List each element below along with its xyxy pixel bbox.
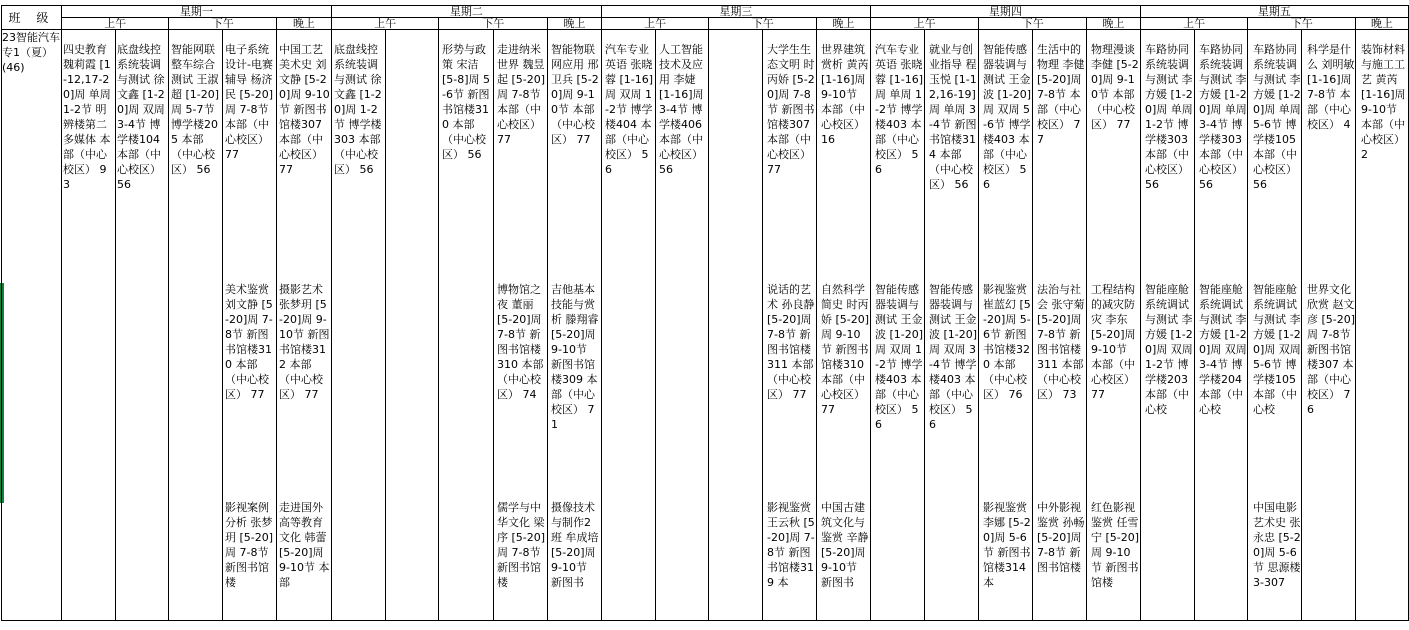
course-entry: 影视鉴赏 崔蓝幻 [5-20]周 5-6节 新图书馆楼320 本部（中心校区） 76	[983, 283, 1031, 401]
period-pm-wed: 下午	[709, 18, 817, 30]
course-entry: 走进纳米世界 魏昱起 [5-20]周 7-8节 本部（中心校区） 77	[497, 43, 546, 146]
course-entry: 中国古建筑文化与鉴赏 辛静 [5-20]周 9-10节 新图书	[821, 501, 869, 589]
day-header-mon: 星期一	[61, 6, 331, 18]
period-pm-tue: 下午	[439, 18, 548, 30]
course-entry: 工程结构的减灾防灾 李东 [5-20]周 9-10节 本部（中心校区） 77	[1091, 283, 1136, 401]
class-name-cell: 23智能汽车专1（夏）(46)	[2, 30, 62, 621]
course-entry: 智能传感器装调与测试 王金波 [1-20]周 双周 1-2节 博学楼403 本部（中心校区） 56	[875, 283, 924, 431]
course-entry: 汽车专业英语 张晓蓉 [1-16]周 双周 1-2节 博学楼404 本部（中心校区） 56	[605, 43, 654, 176]
course-entry: 美术鉴赏 刘文静 [5-20]周 7-8节 新图书馆楼310 本部（中心校区） 77	[225, 283, 273, 401]
course-entry: 摄像技术与制作2班 牟成培 [5-20]周 9-10节 新图书	[551, 501, 599, 589]
course-entry: 说话的艺术 孙良静 [5-20]周 7-8节 新图书馆楼311 本部（中心校区） 77	[767, 283, 815, 401]
period-ev-tue: 晚上	[548, 18, 602, 30]
course-entry: 中国工艺美术史 刘文静 [5-20]周 9-10节 新图书馆楼307 本部（中心校区） 77	[279, 43, 330, 176]
day-header-fri: 星期五	[1140, 6, 1408, 18]
day-header-wed: 星期三	[601, 6, 870, 18]
course-entry: 中国电影艺术史 张永忠 [5-20]周 5-6节 思源楼3-307	[1253, 501, 1301, 589]
course-entry: 影视鉴赏 李娜 [5-20]周 5-6节 新图书馆楼314 本	[983, 501, 1031, 589]
course-entry: 中外影视鉴赏 孙畅 [5-20]周 7-8节 新图书馆楼	[1037, 501, 1085, 574]
course-entry: 汽车专业英语 张晓蓉 [1-16]周 单周 1-2节 博学楼403 本部（中心校区） 56	[875, 43, 924, 176]
course-entry: 智能物联网应用 邢卫兵 [5-20]周 9-10节 本部（中心校区） 77	[551, 43, 599, 146]
course-entry: 智能网联整车综合测试 王淑超 [1-20]周 5-7节 博学楼205 本部（中心校区） 56	[171, 43, 220, 176]
course-entry: 形势与政策 宋洁 [5-8]周 5-6节 新图书馆楼310 本部（中心校区） 56	[442, 43, 491, 161]
course-entry: 四史教育 魏莉霞 [1-12,17-20]周 单周 1-2节 明辨楼第二多媒体 本部（中心校区） 93	[63, 43, 111, 191]
course-entry: 吉他基本技能与赏析 滕翔睿 [5-20]周 9-10节 新图书馆楼309 本部（中心校区） 71	[551, 283, 599, 431]
course-entry: 红色影视鉴赏 任雪宁 [5-20]周 9-10节 新图书馆楼	[1091, 501, 1140, 589]
course-entry: 生活中的物理 李健 [5-20]周 7-8节 本部（中心校区） 77	[1037, 43, 1085, 146]
course-entry: 走进国外高等教育文化 韩蕾 [5-20]周 9-10节 本部	[279, 501, 330, 589]
class-header: 班 级	[2, 6, 62, 30]
day-header-thu: 星期四	[870, 6, 1140, 18]
course-entry: 智能传感器装调与测试 王金波 [1-20]周 双周 5-6节 博学楼403 本部（中心校区） 56	[983, 43, 1032, 191]
course-entry: 车路协同系统装调与测试 李方媛 [1-20]周 单周 3-4节 博学楼303 本部（中心校区） 56	[1199, 43, 1247, 191]
course-entry: 科学是什么 刘明敏 [1-16]周 7-8节 本部（中心校区） 4	[1307, 43, 1355, 131]
course-entry: 影视案例分析 张梦玥 [5-20]周 7-8节 新图书馆楼	[225, 501, 274, 589]
course-entry: 智能座舱系统调试与测试 李方媛 [1-20]周 双周 3-4节 博学楼204 本部（中心校	[1199, 283, 1247, 416]
course-entry: 底盘线控系统装调与测试 徐文鑫 [1-20]周 1-2节 博学楼303 本部（中心校区） 56	[334, 43, 382, 176]
course-entry: 智能座舱系统调试与测试 李方媛 [1-20]周 双周 5-6节 博学楼105 本部（中心校	[1253, 283, 1301, 416]
course-entry: 摄影艺术 张梦玥 [5-20]周 9-10节 新图书馆楼312 本部（中心校区） 77	[279, 283, 330, 401]
day-header-tue: 星期二	[331, 6, 601, 18]
period-am-wed: 上午	[601, 18, 709, 30]
period-am-thu: 上午	[870, 18, 979, 30]
course-entry: 人工智能技术及应用 李婕 [1-16]周 3-4节 博学楼406 本部（中心校区） 56	[659, 43, 704, 176]
course-entry: 世界文化欣赏 赵文彦 [5-20]周 7-8节 新图书馆楼307 本部（中心校区） 76	[1307, 283, 1356, 416]
course-entry: 智能座舱系统调试与测试 李方媛 [1-20]周 双周 1-2节 博学楼203 本部（中心校	[1145, 283, 1193, 416]
period-am-fri: 上午	[1140, 18, 1248, 30]
period-ev-wed: 晚上	[817, 18, 871, 30]
course-entry: 大学生生态文明 时丙娇 [5-20]周 7-8节 新图书馆楼307 本部（中心校区） 77	[767, 43, 815, 176]
course-entry: 底盘线控系统装调与测试 徐文鑫 [1-20]周 双周 3-4节 博学楼104 本部（中心校区） 56	[117, 43, 165, 191]
slot-cell	[709, 30, 763, 621]
period-pm-thu: 下午	[979, 18, 1087, 30]
period-pm-fri: 下午	[1248, 18, 1356, 30]
course-entry: 自然科学简史 时丙娇 [5-20]周 9-10节 新图书馆楼310 本部（中心校区） 77	[821, 283, 870, 416]
period-am-tue: 上午	[331, 18, 439, 30]
period-ev-mon: 晚上	[277, 18, 332, 30]
course-entry: 物理漫谈 李健 [5-20]周 9-10节 本部（中心校区） 77	[1091, 43, 1139, 131]
course-entry: 车路协同系统装调与测试 李方媛 [1-20]周 单周 5-6节 博学楼105 本部（中心校区） 56	[1253, 43, 1301, 191]
course-entry: 法治与社会 张守菊 [5-20]周 7-8节 新图书馆楼311 本部（中心校区） 73	[1037, 283, 1085, 401]
course-entry: 就业与创业指导 程玉悦 [1-12,16-19]周 单周 3-4节 新图书馆楼314 本部（中心校区） 56	[929, 43, 977, 191]
period-ev-thu: 晚上	[1087, 18, 1141, 30]
course-entry: 世界建筑赏析 黄芮 [1-16]周 9-10节 本部（中心校区） 16	[821, 43, 869, 146]
period-pm-mon: 下午	[169, 18, 277, 30]
course-entry: 博物馆之夜 董丽 [5-20]周 7-8节 新图书馆楼310 本部（中心校区） 74	[497, 283, 544, 401]
course-entry: 儒学与中华文化 梁序 [5-20]周 7-8节 新图书馆楼	[497, 501, 546, 589]
course-entry: 车路协同系统装调与测试 李方媛 [1-20]周 单周 1-2节 博学楼303 本部（中心校区） 56	[1145, 43, 1193, 191]
course-entry: 电子系统设计-电赛辅导 杨济民 [5-20]周 7-8节 本部（中心校区） 77	[225, 43, 274, 161]
course-entry: 智能传感器装调与测试 王金波 [1-20]周 双周 3-4节 博学楼403 本部（中心校区） 56	[929, 283, 978, 431]
course-entry: 装饰材料与施工工艺 黄芮 [1-16]周 9-10节 本部（中心校区） 2	[1361, 43, 1406, 161]
course-entry: 影视鉴赏 王云秋 [5-20]周 7-8节 新图书馆楼319 本	[767, 501, 815, 589]
period-ev-fri: 晚上	[1356, 18, 1409, 30]
slot-cell	[385, 30, 439, 621]
period-am-mon: 上午	[61, 18, 169, 30]
